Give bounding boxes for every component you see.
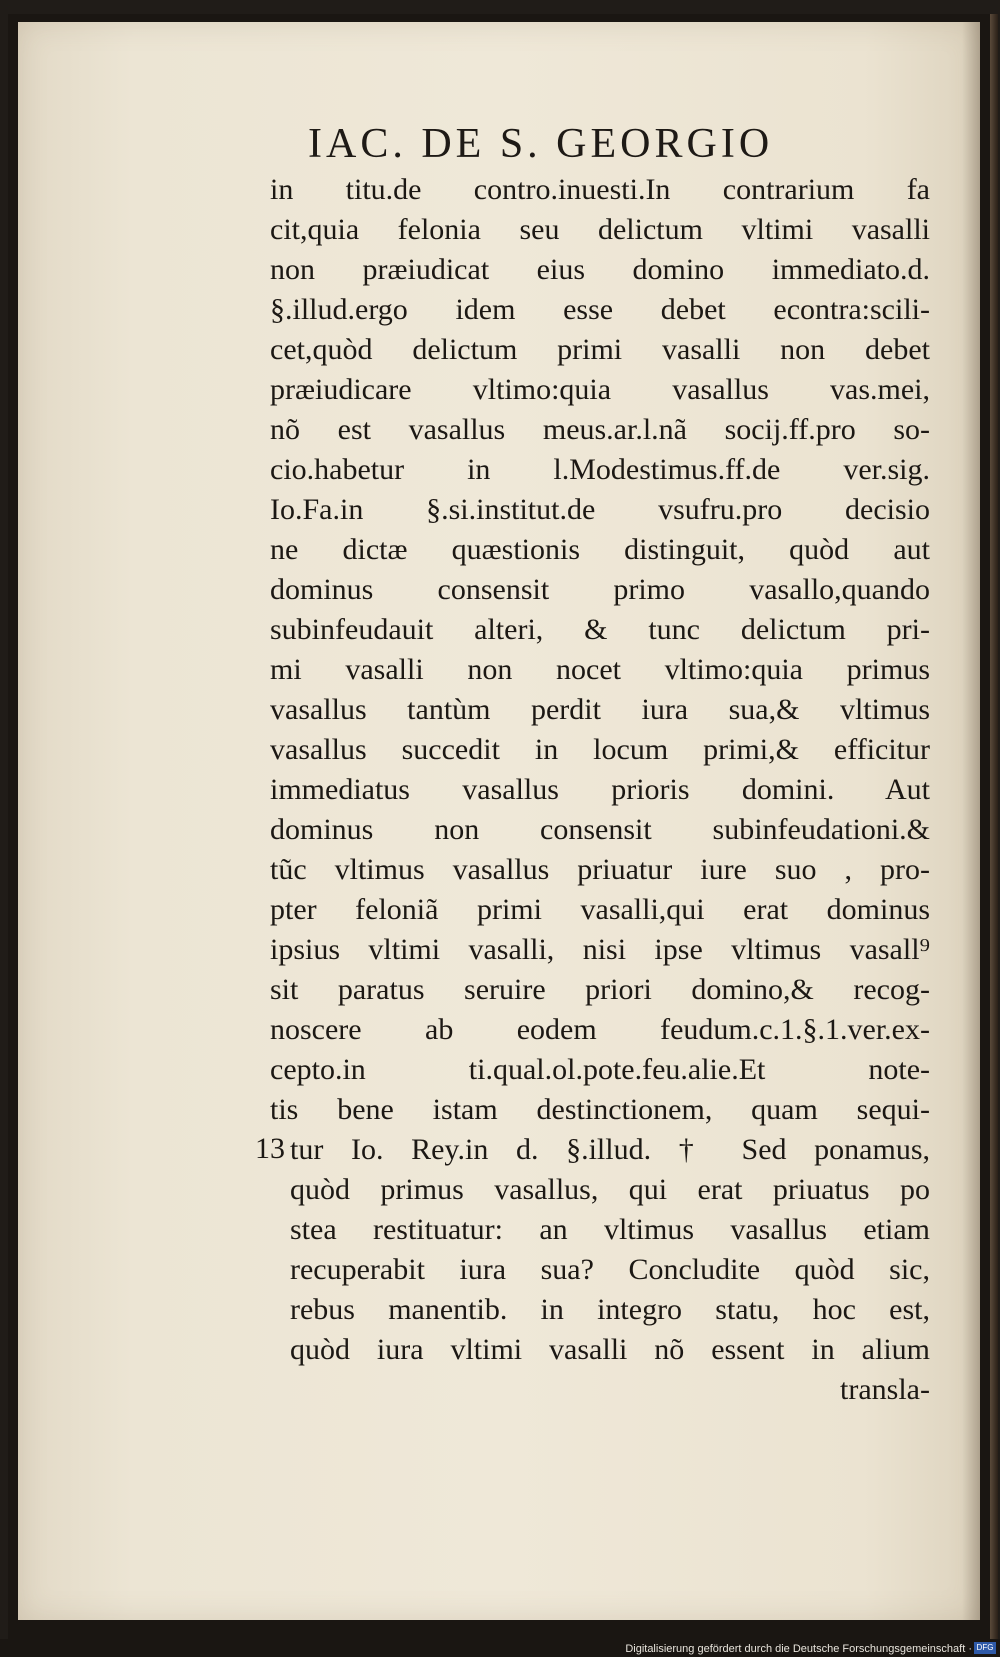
- text-line: dominus consensit primo vasallo,quando: [270, 573, 930, 606]
- text-line: rebus manentib. in integro statu, hoc est,: [290, 1293, 930, 1326]
- text-line: tũc vltimus vasallus priuatur iure suo , pro-: [270, 853, 930, 886]
- text-line: in titu.de contro.inuesti.In contrarium fa: [270, 173, 930, 206]
- text-line: subinfeudauit alteri, & tunc delictum pri-: [270, 613, 930, 646]
- page-edge-shading: [962, 22, 980, 1620]
- text-line: cepto.in ti.qual.ol.pote.feu.alie.Et note-: [270, 1053, 930, 1086]
- text-line: nõ est vasallus meus.ar.l.nã socij.ff.pro so-: [270, 413, 930, 446]
- text-line: quòd iura vltimi vasalli nõ essent in alium: [290, 1333, 930, 1366]
- text-line: mi vasalli non nocet vltimo:quia primus: [270, 653, 930, 686]
- text-line: Io.Fa.in §.si.institut.de vsufru.pro decisio: [270, 493, 930, 526]
- catchword: transla-: [840, 1373, 930, 1406]
- text-line: recuperabit iura sua? Concludite quòd sic,: [290, 1253, 930, 1286]
- text-line: ipsius vltimi vasalli, nisi ipse vltimus vasall⁹: [270, 933, 930, 966]
- running-title: IAC. DE S. GEORGIO: [308, 121, 774, 167]
- text-line: dominus non consensit subinfeudationi.&: [270, 813, 930, 846]
- text-line: præiudicare vltimo:quia vasallus vas.mei,: [270, 373, 930, 406]
- text-line: pter feloniã primi vasalli,qui erat dominus: [270, 893, 930, 926]
- text-line: noscere ab eodem feudum.c.1.§.1.ver.ex-: [270, 1013, 930, 1046]
- text-line: immediatus vasallus prioris domini. Aut: [270, 773, 930, 806]
- text-line: cet,quòd delictum primi vasalli non debet: [270, 333, 930, 366]
- text-line: stea restituatur: an vltimus vasallus etiam: [290, 1213, 930, 1246]
- margin-note-number: 13: [255, 1132, 285, 1165]
- book-edge: [990, 14, 998, 1639]
- text-line: quòd primus vasallus, qui erat priuatus po: [290, 1173, 930, 1206]
- text-line: tur Io. Rey.in d. §.illud. † Sed ponamus,: [290, 1133, 930, 1166]
- text-line: §.illud.ergo idem esse debet econtra:scili-: [270, 293, 930, 326]
- text-line: ne dictæ quæstionis distinguit, quòd aut: [270, 533, 930, 566]
- text-line: tis bene istam destinctionem, quam sequi-: [270, 1093, 930, 1126]
- dfg-logo: DFG: [974, 1642, 996, 1654]
- text-line: vasallus tantùm perdit iura sua,& vltimus: [270, 693, 930, 726]
- body-text: [270, 170, 930, 1410]
- footer-bar: [0, 1639, 1000, 1657]
- text-line: cio.habetur in l.Modestimus.ff.de ver.sig.: [270, 453, 930, 486]
- text-line: sit paratus seruire priori domino,& recog-: [270, 973, 930, 1006]
- text-line: cit,quia felonia seu delictum vltimi vasalli: [270, 213, 930, 246]
- text-line: non præiudicat eius domino immediato.d.: [270, 253, 930, 286]
- text-line: vasallus succedit in locum primi,& efficitur: [270, 733, 930, 766]
- digitization-credit: Digitalisierung gefördert durch die Deutsche Forschungsgemeinschaft ·: [625, 1643, 972, 1655]
